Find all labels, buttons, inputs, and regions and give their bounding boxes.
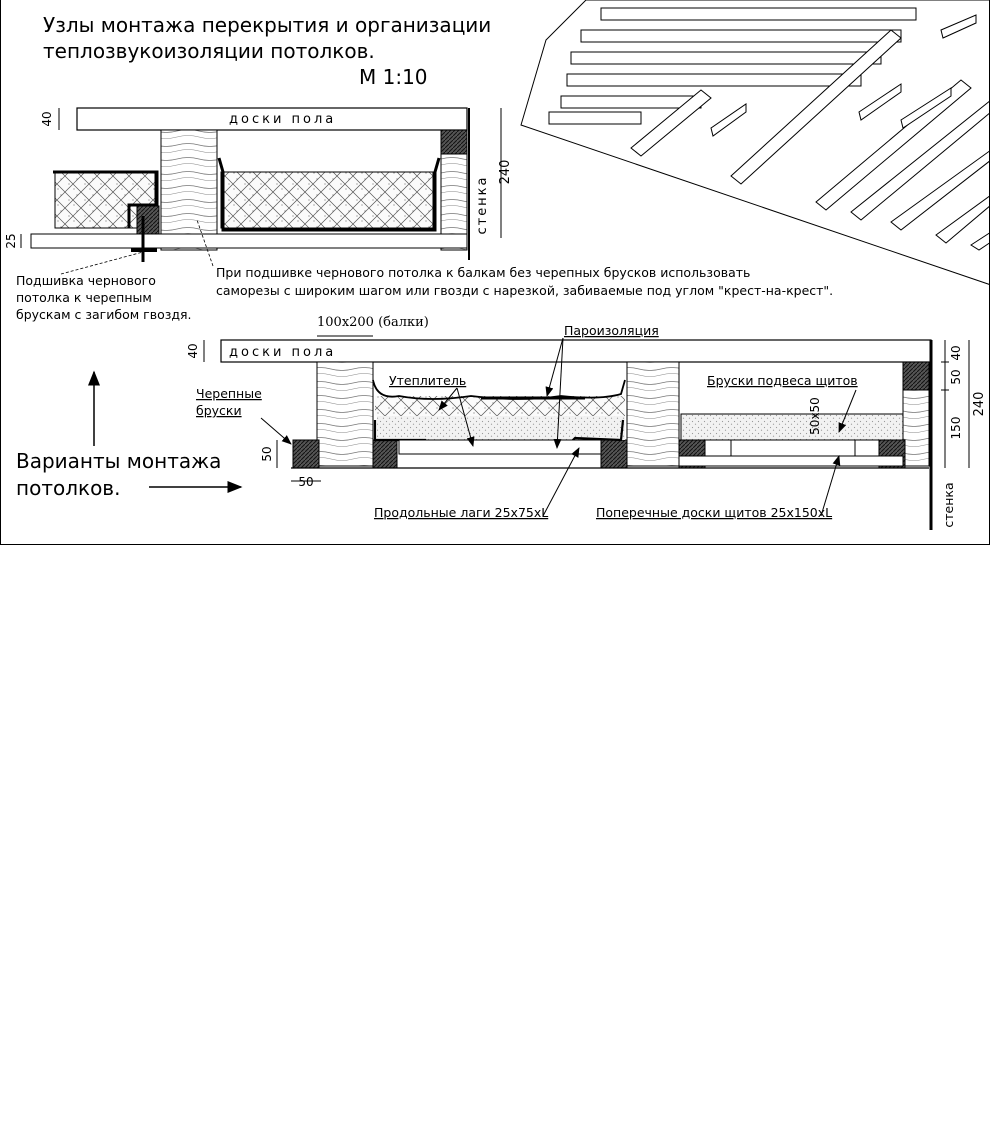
node2-beam-1 [317, 362, 373, 466]
node2-panel-insulation [681, 414, 903, 440]
node2-lags-leader [543, 448, 579, 516]
node1-insulation-middle [221, 172, 433, 228]
node1-leader-left [61, 252, 143, 274]
drawing-sheet [0, 0, 990, 545]
node2-hanger-label: Бруски подвеса щитов [707, 373, 858, 388]
node2-panel-board [731, 440, 855, 456]
node1-floor-label: доски пола [229, 112, 337, 127]
node1-beam-left [161, 130, 217, 250]
drawing-canvas [1, 0, 990, 545]
node1-note-left-3: брускам с загибом гвоздя. [16, 307, 192, 322]
node2-dim-r-150: 150 [949, 416, 963, 440]
node2-wall-label: стенка [941, 482, 956, 528]
variants-label-1: Варианты монтажа [16, 449, 222, 473]
title-line-2: теплозвукоизоляции потолков. [43, 39, 375, 63]
node1-note-main-1: При подшивке чернового потолка к балкам без черепных брусков использовать [216, 265, 751, 280]
node2-skull-bar-1 [293, 440, 319, 468]
node2-skull-label-1: Черепные [196, 386, 262, 401]
node2-dim-50-bottom: 50 [298, 475, 314, 489]
node1-skull-bar-top [441, 130, 467, 154]
node1-skull-bar [137, 206, 159, 234]
node2-dim-r-240: 240 [972, 391, 987, 417]
node1-dim-40: 40 [40, 111, 54, 127]
node2-skull-bar-2 [373, 440, 397, 468]
node2-lag-board [399, 440, 601, 454]
node1-wall-label: стенка [475, 175, 490, 235]
node1-dim-25: 25 [4, 233, 18, 249]
node1-note-main-2: саморезы с широким шагом или гвозди с нарезкой, забиваемые под углом "крест-на-крест". [216, 283, 834, 298]
title-line-1: Узлы монтажа перекрытия и организации [43, 13, 492, 37]
node2-boards-label: Поперечные доски щитов 25х150хL [596, 505, 833, 520]
node2-insulation-bottom [377, 416, 625, 440]
node2-dim-r-40: 40 [949, 345, 963, 361]
node2-dim-40: 40 [186, 343, 200, 359]
node2-insulation-label: Утеплитель [389, 373, 467, 388]
iso-ceiling-plane [521, 0, 990, 285]
node2-skull-leader [261, 418, 291, 444]
node1-ceiling-sheathing [31, 234, 467, 248]
node2-section [16, 315, 987, 530]
node2-panel-bottom [679, 456, 903, 466]
node2-dim-50-left: 50 [260, 446, 274, 462]
node2-beam-2 [627, 362, 679, 466]
node2-beams-label: 100х200 (балки) [317, 315, 429, 330]
variants-label-2: потолков. [16, 476, 121, 500]
node2-dim-r-50: 50 [949, 369, 963, 385]
scale-label: М 1:10 [359, 65, 428, 89]
node2-skull-bar-3 [601, 440, 627, 468]
node2-floor-label: доски пола [229, 345, 337, 360]
node2-skull-label-2: бруски [196, 403, 242, 418]
node2-skull-bar-top [903, 362, 929, 390]
node2-dim-50x50: 50х50 [808, 397, 822, 435]
node1-note-left-2: потолка к черепным [16, 290, 152, 305]
isometric-frame [521, 0, 990, 285]
node2-lags-label: Продольные лаги 25х75хL [374, 505, 549, 520]
node2-vapor-label: Пароизоляция [564, 323, 659, 338]
node1-dim-240: 240 [498, 159, 513, 185]
node1-note-left-1: Подшивка чернового [16, 273, 156, 288]
